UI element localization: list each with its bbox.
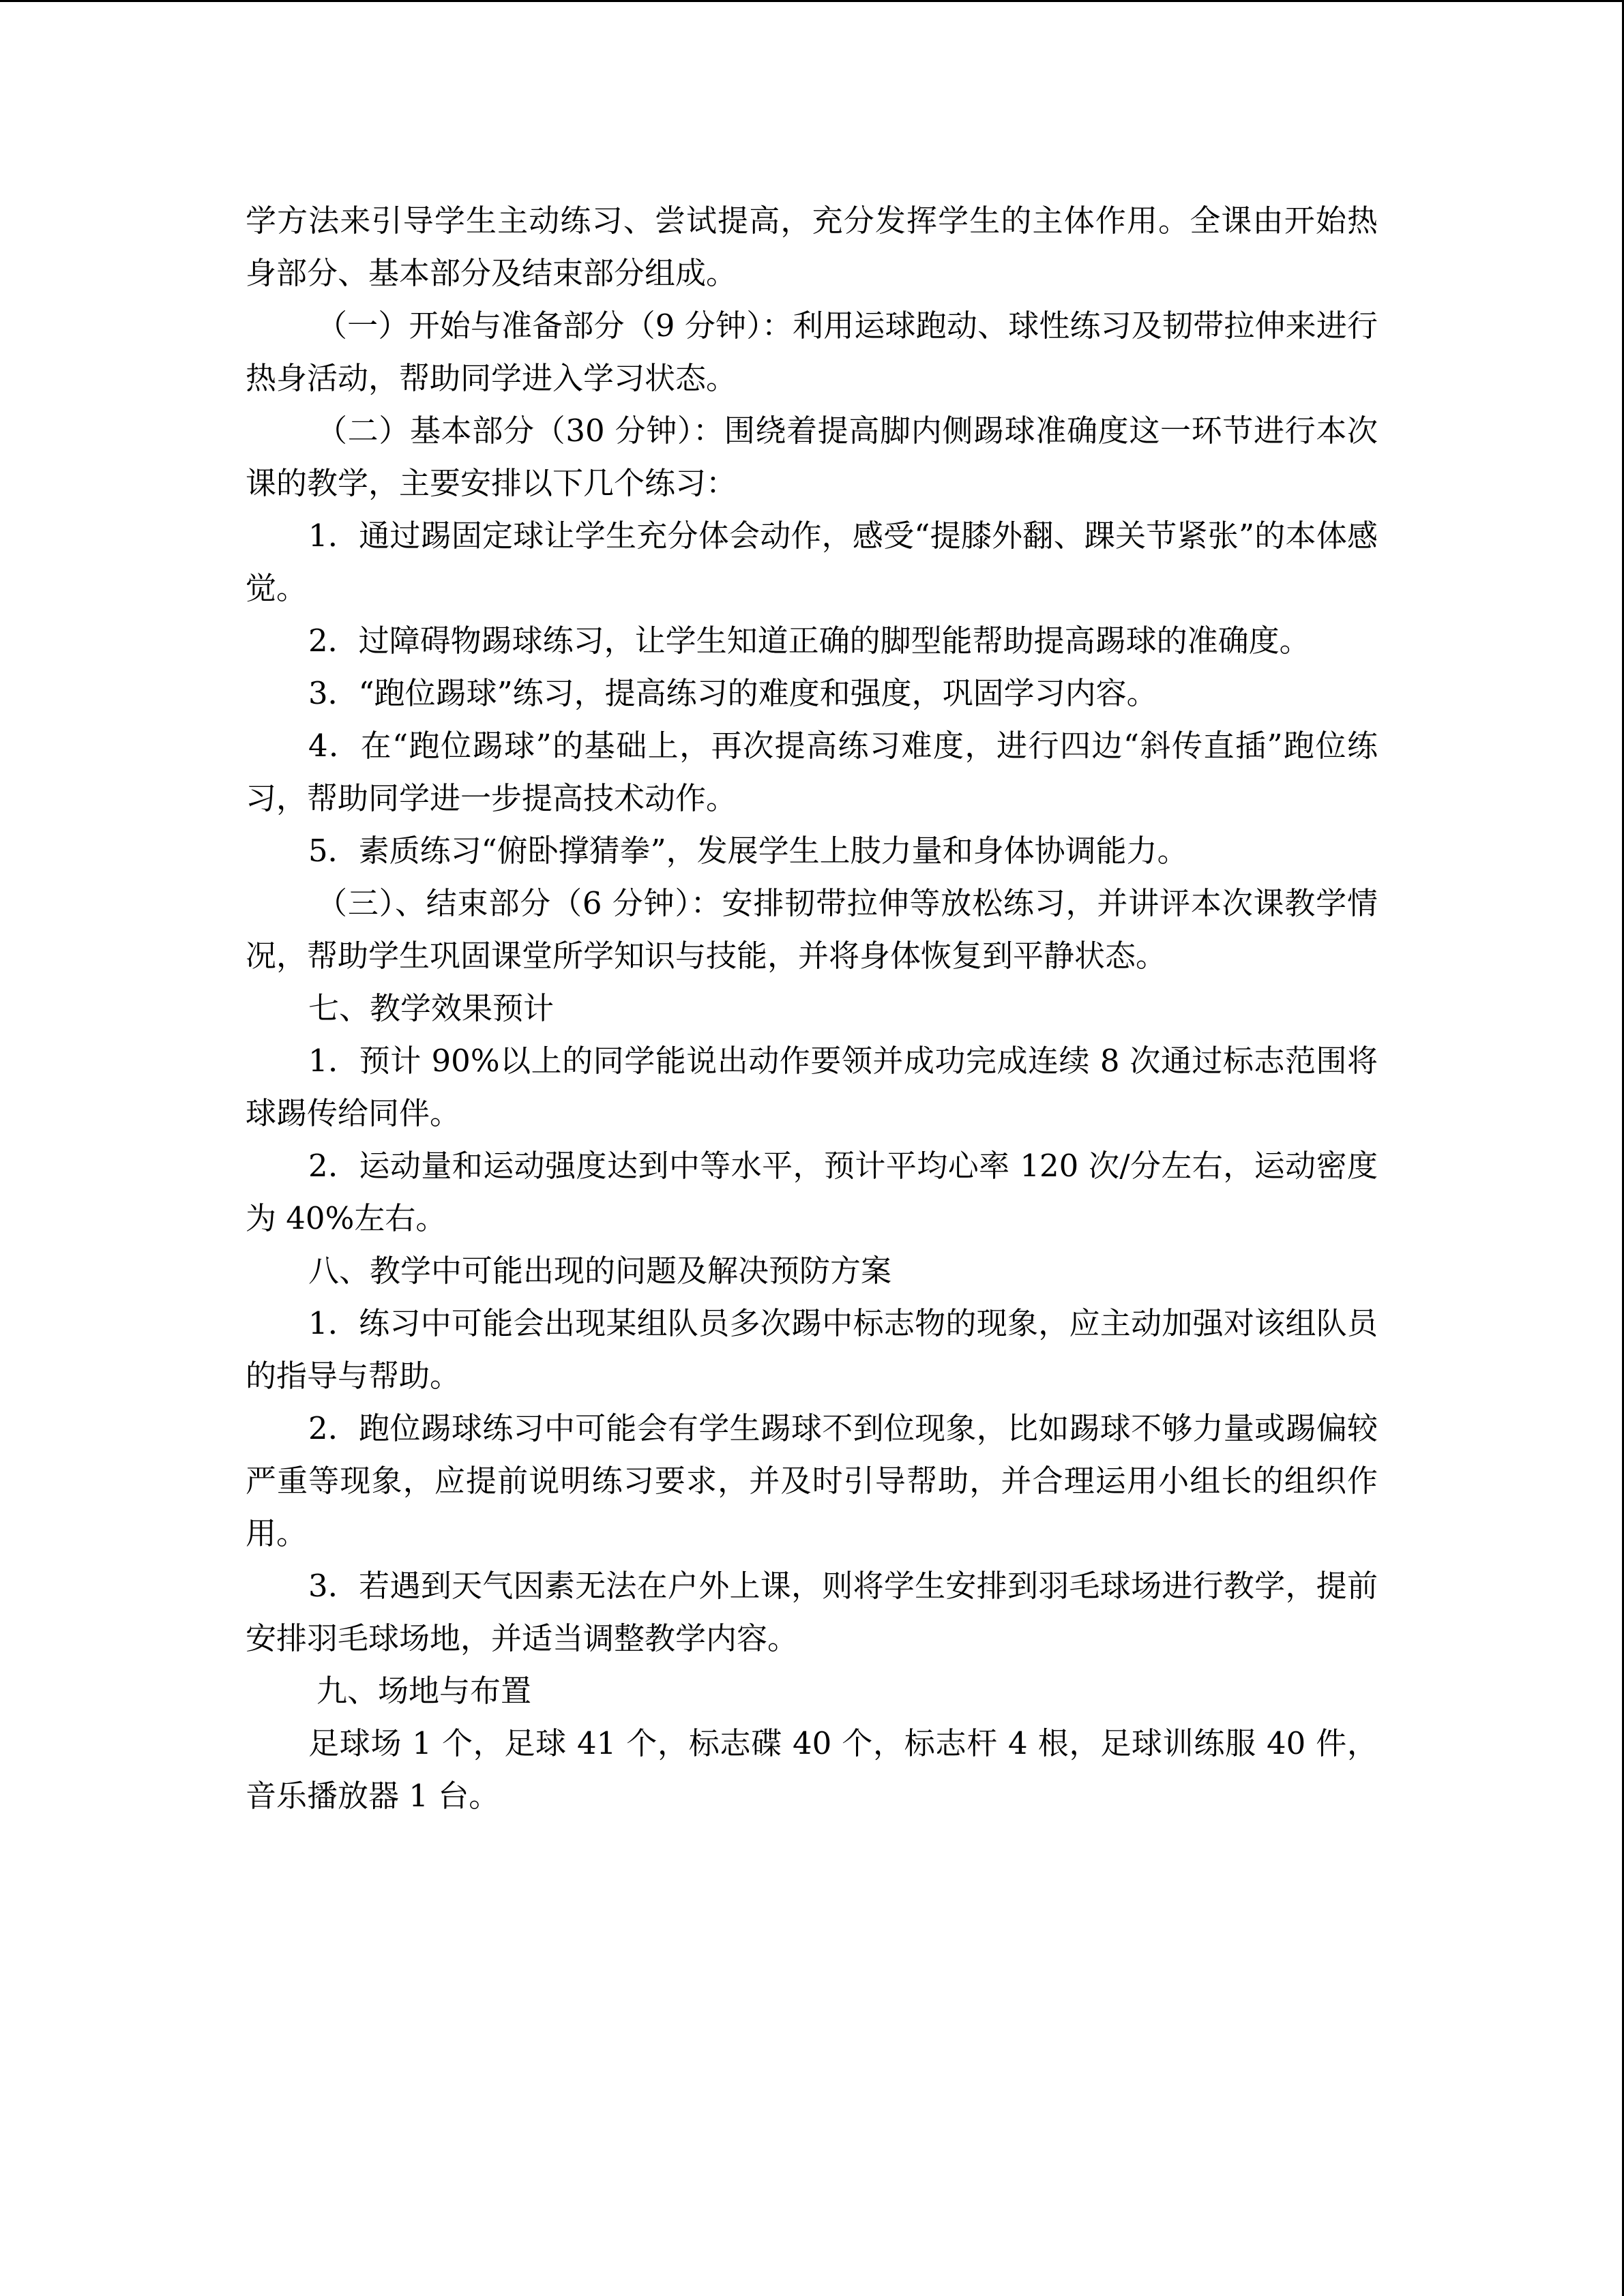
paragraph-effect-1: 1．预计 90%以上的同学能说出动作要领并成功完成连续 8 次通过标志范围将球踢传给同伴。 [246,1043,1378,1131]
heading-expected-effect: 七、教学效果预计 [308,990,555,1026]
paragraph-practice-2: 2．过障碍物踢球练习，让学生知道正确的脚型能帮助提高踢球的准确度。 [308,623,1310,659]
paragraph-problem-3: 3．若遇到天气因素无法在户外上课，则将学生安排到羽毛球场进行教学，提前安排羽毛球场地，并适当调整教学内容。 [246,1568,1378,1656]
paragraph-basic-section: （二）基本部分（30 分钟）：围绕着提高脚内侧踢球准确度这一环节进行本次课的教学，主要安排以下几个练习： [246,413,1378,501]
paragraph-venue-equipment: 足球场 1 个，足球 41 个，标志碟 40 个，标志杆 4 根，足球训练服 40 件，音乐播放器 1 台。 [246,1725,1378,1814]
heading-venue-layout: 九、场地与布置 [316,1673,532,1709]
paragraph-problem-1: 1．练习中可能会出现某组队员多次踢中标志物的现象，应主动加强对该组队员的指导与帮助。 [246,1305,1378,1394]
paragraph-closing-section: （三）、结束部分（6 分钟）：安排韧带拉伸等放松练习，并讲评本次课教学情况，帮助学生巩固课堂所学知识与技能，并将身体恢复到平静状态。 [246,885,1378,974]
paragraph-practice-1: 1．通过踢固定球让学生充分体会动作，感受“提膝外翻、踝关节紧张”的本体感觉。 [246,518,1378,606]
paragraph-practice-3: 3．“跑位踢球”练习，提高练习的难度和强度，巩固学习内容。 [308,675,1157,711]
paragraph-problem-2: 2．跑位踢球练习中可能会有学生踢球不到位现象，比如踢球不够力量或踢偏较严重等现象，应提前说明练习要求，并及时引导帮助，并合理运用小组长的组织作用。 [246,1410,1378,1551]
paragraph-teaching-method-continued: 学方法来引导学生主动练习、尝试提高，充分发挥学生的主体作用。全课由开始热身部分、基本部分及结束部分组成。 [246,203,1378,291]
paragraph-warmup-section: （一）开始与准备部分（9 分钟）：利用运球跑动、球性练习及韧带拉伸来进行热身活动，帮助同学进入学习状态。 [246,308,1378,396]
paragraph-effect-2: 2．运动量和运动强度达到中等水平，预计平均心率 120 次/分左右，运动密度为 40%左右。 [246,1148,1378,1236]
paragraph-practice-4: 4．在“跑位踢球”的基础上，再次提高练习难度，进行四边“斜传直插”跑位练习，帮助同学进一步提高技术动作。 [246,728,1378,816]
paragraph-practice-5: 5．素质练习“俯卧撑猜拳”，发展学生上肢力量和身体协调能力。 [308,833,1188,869]
heading-problems-solutions: 八、教学中可能出现的问题及解决预防方案 [308,1253,892,1289]
document-body [246,194,1378,1822]
